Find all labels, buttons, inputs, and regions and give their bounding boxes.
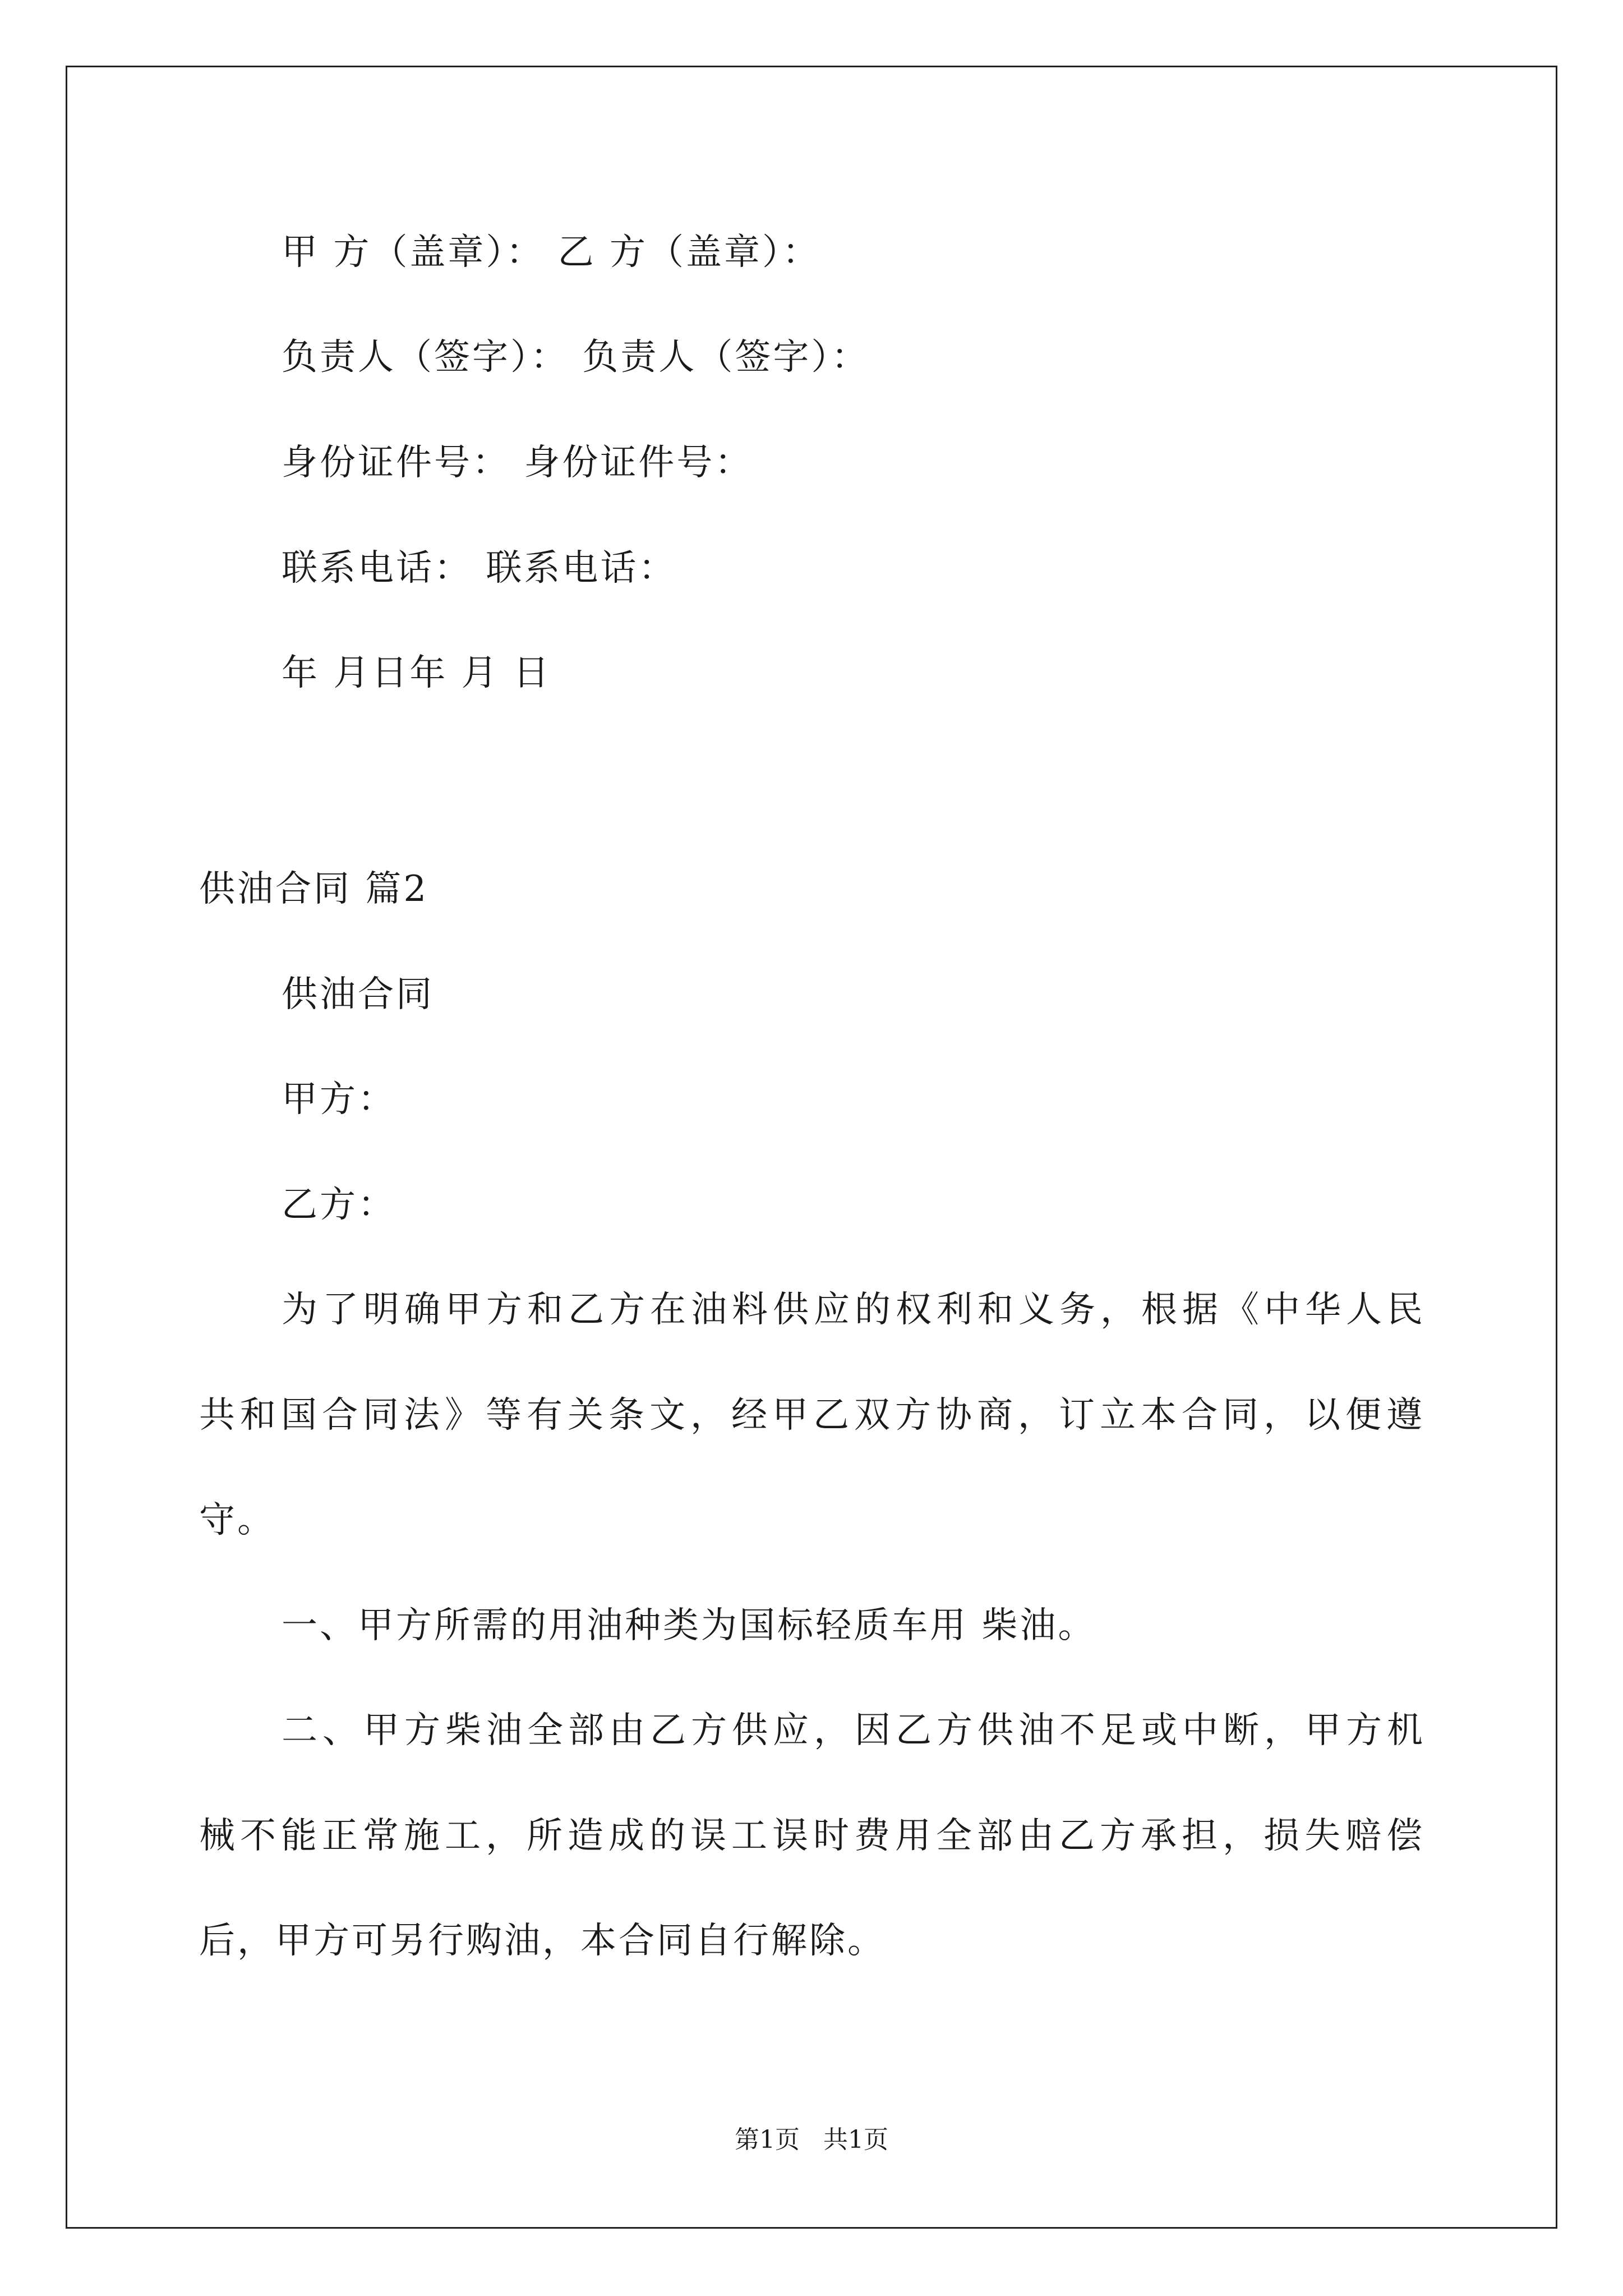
responsible-signature-line: 负责人（签字）： 负责人（签字）： [282, 337, 870, 378]
id-number-line: 身份证件号： 身份证件号： [282, 442, 753, 484]
party-a-label: 甲方： [282, 1079, 396, 1120]
section-heading: 供油合同 篇2 [199, 868, 429, 910]
clause-2-line-2: 械不能正常施工，所造成的误工误时费用全部由乙方承担，损失赔偿 [199, 1815, 1427, 1857]
party-seal-line: 甲 方（盖章）： 乙 方（盖章）： [282, 232, 821, 273]
intro-line-2: 共和国合同法》等有关条文，经甲乙双方协商，订立本合同，以便遵 [199, 1395, 1427, 1436]
date-line: 年 月日年 月 日 [282, 652, 552, 694]
page-border [66, 66, 1557, 2229]
intro-line-1: 为了明确甲方和乙方在油料供应的权利和义务，根据《中华人民 [282, 1289, 1428, 1331]
party-b-label: 乙方： [282, 1184, 396, 1226]
contact-phone-line: 联系电话： 联系电话： [282, 547, 677, 589]
clause-2-line-1: 二、甲方柴油全部由乙方供应，因乙方供油不足或中断，甲方机 [282, 1710, 1428, 1751]
contract-title: 供油合同 [282, 974, 434, 1015]
page-footer: 第1页 共1页 [735, 2125, 888, 2154]
clause-1: 一、甲方所需的用油种类为国标轻质车用 柴油。 [282, 1605, 1096, 1646]
clause-2-line-3: 后，甲方可另行购油，本合同自行解除。 [199, 1920, 886, 1962]
intro-line-3: 守。 [199, 1499, 275, 1541]
